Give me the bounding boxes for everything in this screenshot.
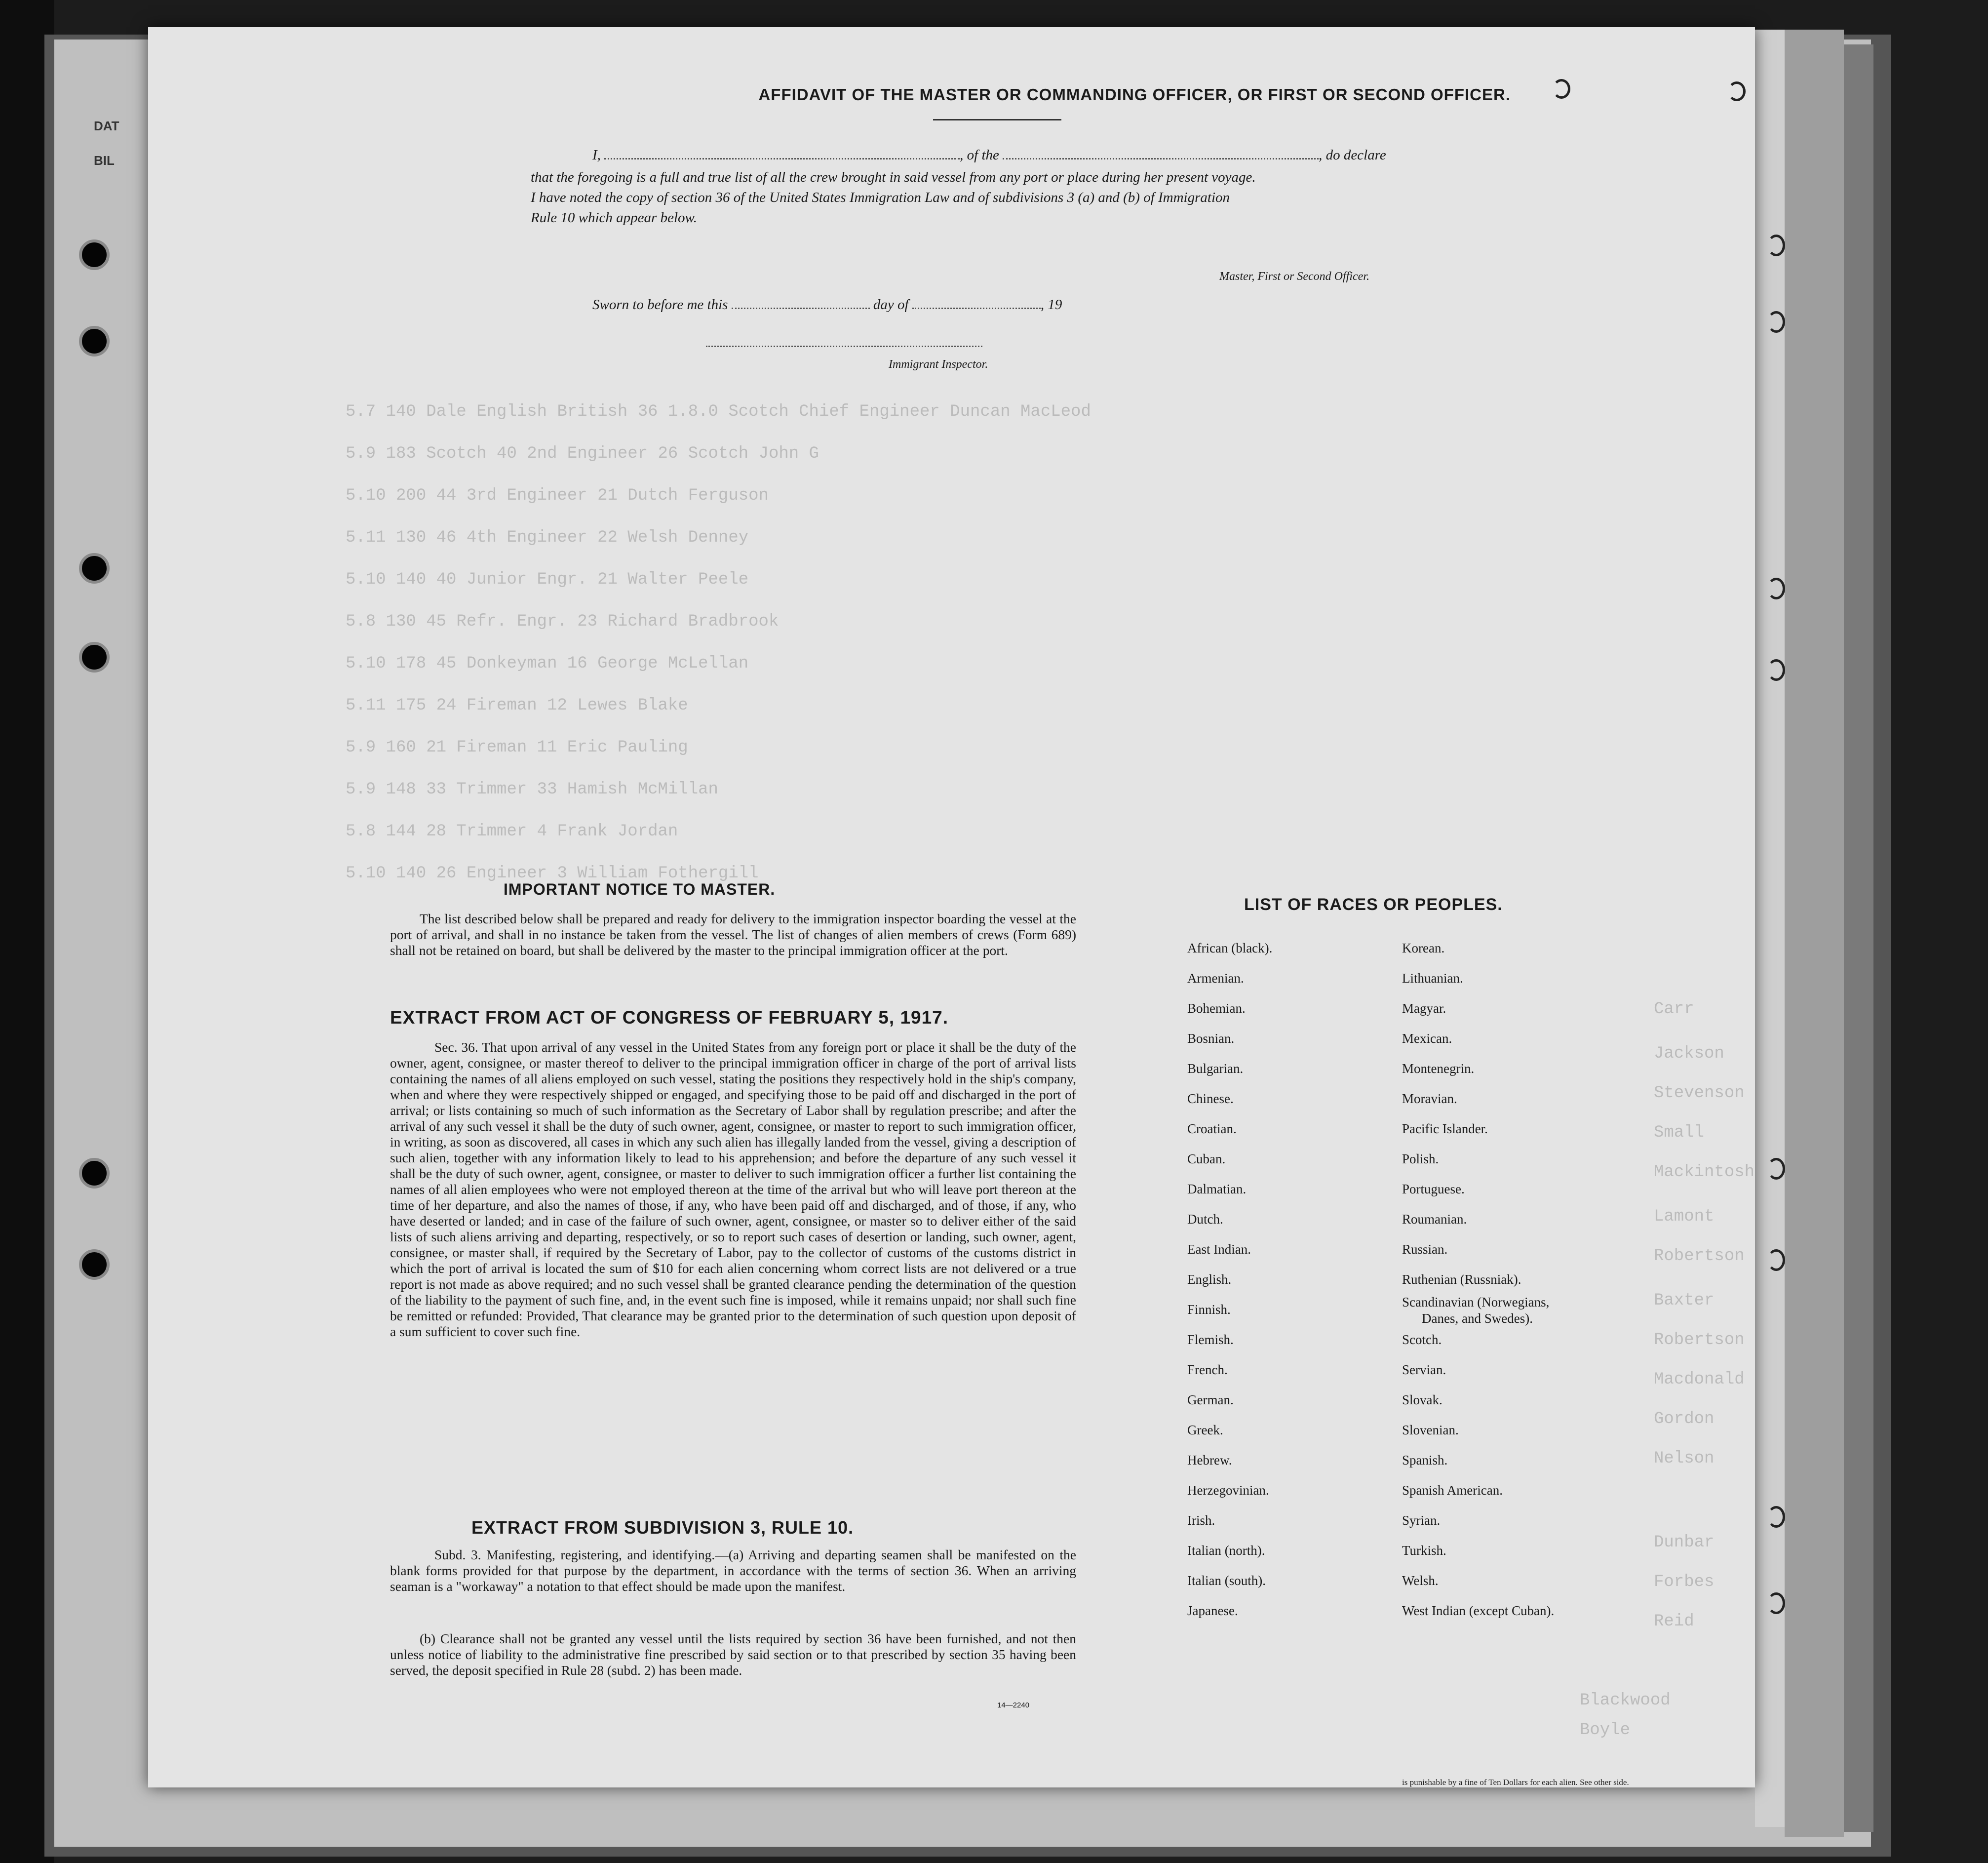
race-item: Croatian. xyxy=(1187,1121,1237,1136)
race-item: Moravian. xyxy=(1402,1091,1457,1106)
title-rule xyxy=(933,119,1061,120)
page-edge xyxy=(1755,30,1785,1827)
race-item: Turkish. xyxy=(1402,1543,1446,1558)
race-item: Magyar. xyxy=(1402,1001,1446,1016)
race-item: Polish. xyxy=(1402,1151,1439,1166)
race-item: Scotch. xyxy=(1402,1332,1442,1347)
race-item: Flemish. xyxy=(1187,1332,1234,1347)
page-edge xyxy=(1785,30,1844,1837)
race-item: Spanish. xyxy=(1402,1453,1448,1467)
race-item: Dalmatian. xyxy=(1187,1182,1247,1196)
affidavit-line: Rule 10 which appear below. xyxy=(531,210,697,226)
clip-mark-icon xyxy=(1728,81,1746,101)
rule-para-a: Subd. 3. Manifesting, registering, and identifying.—(a) Arriving and departing seamen shall be manifested on the blank forms provided for that purpose by the department, in accordance with the terms of section 36. When an arriving seaman is a "workaway" a notation to that effect should be made upon the manifest. xyxy=(390,1547,1076,1594)
race-item: Portuguese. xyxy=(1402,1182,1465,1196)
race-item: Irish. xyxy=(1187,1513,1215,1528)
race-item: Armenian. xyxy=(1187,971,1244,986)
sworn-month-blank[interactable] xyxy=(912,308,1041,309)
page-edge xyxy=(1844,44,1873,1832)
race-item: East Indian. xyxy=(1187,1242,1251,1257)
binder-hole xyxy=(79,326,110,357)
clip-mark-icon xyxy=(1553,79,1570,99)
affidavit-of-the-label: , of the xyxy=(960,147,999,163)
race-item: German. xyxy=(1187,1392,1234,1407)
race-item: Cuban. xyxy=(1187,1151,1226,1166)
race-item: Welsh. xyxy=(1402,1573,1439,1588)
affidavit-declaration-line xyxy=(592,146,1614,164)
race-item: Bosnian. xyxy=(1187,1031,1235,1046)
clip-mark-icon xyxy=(1767,1158,1785,1180)
vessel-blank[interactable] xyxy=(1003,158,1319,159)
inspector-signature-line[interactable] xyxy=(706,346,982,347)
race-item: Slovenian. xyxy=(1402,1423,1459,1437)
affidavit-line: I have noted the copy of section 36 of the United States Immigration Law and of subdivisions 3 (a) and (b) of Immigration xyxy=(531,190,1230,205)
binder-hole xyxy=(79,642,110,673)
form-number: 14—2240 xyxy=(997,1701,1030,1709)
clip-mark-icon xyxy=(1767,659,1785,681)
races-title: LIST OF RACES OR PEOPLES. xyxy=(1244,895,1503,914)
race-item: Mexican. xyxy=(1402,1031,1452,1046)
notice-title: IMPORTANT NOTICE TO MASTER. xyxy=(504,880,776,898)
clip-mark-icon xyxy=(1767,1249,1785,1271)
clip-mark-icon xyxy=(1767,311,1785,333)
year-label: , 19 xyxy=(1040,297,1062,313)
race-item: Dutch. xyxy=(1187,1212,1223,1227)
clip-mark-icon xyxy=(1767,578,1785,599)
race-item: African (black). xyxy=(1187,941,1273,955)
affidavit-i-label: I, xyxy=(592,147,601,163)
affidavit-line: that the foregoing is a full and true list of all the crew brought in said vessel from any port or place during her present voyage. xyxy=(531,169,1256,185)
binder-hole xyxy=(79,553,110,584)
affidavit-title: AFFIDAVIT OF THE MASTER OR COMMANDING OFFICER, OR FIRST OR SECOND OFFICER. xyxy=(758,85,1511,104)
margin-stamp xyxy=(94,109,119,178)
race-item: Greek. xyxy=(1187,1423,1223,1437)
clip-mark-icon xyxy=(1767,235,1785,256)
notice-text: The list described below shall be prepared and ready for delivery to the immigration inspector boarding the vessel at the port of arrival, and shall in no instance be taken from the vessel. The list of changes of alien members of crews (Form 689) shall not be retained on board, but shall be delivered by the master to the principal immigration officer at the port. xyxy=(390,911,1076,958)
affidavit-declare-label: , do declare xyxy=(1319,147,1386,163)
race-item: Scandinavian (Norwegians, xyxy=(1402,1295,1550,1309)
race-item: Russian. xyxy=(1402,1242,1448,1257)
race-item: Hebrew. xyxy=(1187,1453,1232,1467)
footer-note: is punishable by a fine of Ten Dollars for each alien. See other side. xyxy=(1402,1778,1629,1787)
race-item: Chinese. xyxy=(1187,1091,1234,1106)
name-blank[interactable] xyxy=(604,158,960,159)
race-item: French. xyxy=(1187,1362,1228,1377)
race-item: Bohemian. xyxy=(1187,1001,1246,1016)
margin-stamp-line: DAT xyxy=(94,119,119,133)
race-item: Japanese. xyxy=(1187,1603,1238,1618)
race-item: Slovak. xyxy=(1402,1392,1442,1407)
race-item: Pacific Islander. xyxy=(1402,1121,1488,1136)
race-item: Roumanian. xyxy=(1402,1212,1467,1227)
race-item: Bulgarian. xyxy=(1187,1061,1244,1076)
act-extract-text: Sec. 36. That upon arrival of any vessel in the United States from any foreign port or place it shall be the duty of the owner, agent, consignee, or master thereof to deliver to the principal immigration officer in charge of the port of arrival lists containing the names of all aliens employed on such vessel, stating the positions they respectively hold in the ship's company, when and where they were respectively shipped or engaged, and specifying those to be paid off and discharged in the port of arrival; or lists containing so much of such information as the Secretary of Labor shall by regulation prescribe; and after the arrival of any such vessel it shall be the duty of such owner, agent, consignee, or master to report to such immigration officer, in writing, as soon as discovered, all cases in which any such alien has illegally landed from the vessel, giving a description of such alien, together with any information likely to lead to his apprehension; and before the departure of any such vessel it shall be the duty of such owner, agent, consignee, or master to deliver to such immigration officer a further list containing the names of all alien employees who were not employed thereon at the time of the arrival but who will leave port thereon at the time of her departure, and also the names of those, if any, who have been paid off and discharged, and of those, if any, who have deserted or landed; and in case of the failure of such owner, agent, consignee, or master so to deliver either of the said lists of such aliens arriving and departing, respectively, or so to report such cases of desertion or landing, such owner, agent, consignee, or master shall, if required by the Secretary of Labor, pay to the collector of customs of the customs district in which the port of arrival is located the sum of $10 for each alien concerning whom correct lists are not delivered or a true report is not made as above required; and no such vessel shall be granted clearance pending the determination of the question of the liability to the payment of such fine, and, in the event such fine is imposed, while it remains unpaid; nor shall such fine be remitted or refunded: Provided, That clearance may be granted prior to the determination of such question upon deposit of a sum sufficient to cover such fine. xyxy=(390,1039,1076,1339)
sworn-label: Sworn to before me this xyxy=(592,297,728,313)
manifest-page: 5.7 140 Dale English British 36 1.8.0 Scotch Chief Engineer Duncan MacLeod 5.9 183 Scotch 40 2nd Engineer 26 Scotch John G 5.10 200 44 3rd Engineer 21 Dutch Ferguson 5.11 130 46 4th Engineer 22 Welsh Denney 5.10 140 40 Junior Engr. 21 Walter Peele 5.8 130 45 Refr. Engr. 23 Richard Bradbrook 5.10 178 45 Donkeyman 16 George McLellan 5.11 175 24 Fireman 12 Lewes Blake 5.9 160 21 Fireman 11 Eric Pauling 5.9 148 33 Trimmer 33 Hamish McMillan 5.8 144 28 Trimmer 4 Frank Jordan 5.10 140 26 Engineer 3 William Fothergill Carr Jackson Stevenson Small Mackintosh Lamont Robertson Baxter Robertson Macdonald Gordon Nelson Dunbar Forbes Reid Blackwood Boyle AFFIDAVIT OF THE MASTER OR COMMANDING OFFICER, OR FIRST OR SECOND OFFICER. I, , of the , do declare that the foregoing is a full and true list of all the crew brought in said vessel from any port or place during her present voyage. I have noted the copy of section 36 of the United States Immigration Law and of subdivisions 3 (a) and (b) of Immigration Rule 10 which appear below. Master, First or Second Officer. Sworn to before me this day of , 19 Immigrant Inspector. IMPORTANT NOTICE TO MASTER. The list described below shall be prepared and ready for delivery to the immigration inspector boarding the vessel at the port of arrival, and shall in no instance be taken from the vessel. The list of changes of alien members of crews (Form 689) shall not be retained on board, but shall be delivered by the master to the principal immigration officer at the port. EXTRACT FROM ACT OF CONGRESS OF FEBRUARY 5, 1917. Sec. 36. That upon arrival of any vessel in the United States from any foreign port or place it shall be the duty of the owner, agent, consignee, or master thereof to deliver to the principal immigration officer in charge of the port of arrival lists containing the names of all aliens employed on such vessel, stating the positions they respectively hold in the ship's company, when and where they were respectively shipped or engaged, and specifying those to be paid off and discharged in the port of arrival; or lists containing so much of such information as the Secretary of Labor shall by regulation prescribe; and after the arrival of any such vessel it shall be the duty of such owner, agent, consignee, or master to report to such immigration officer, in writing, as soon as discovered, all cases in which any such alien has illegally landed from the vessel, giving a description of such alien, together with any information likely to lead to his apprehension; and before the departure of any such vessel it shall be the duty of such owner, agent, consignee, or master to deliver to such immigration officer a further list containing the names of all alien employees who were not employed thereon at the time of the arrival but who will leave port thereon at the time of her departure, and also the names of those, if any, who have been paid off and discharged, and of those, if any, who have deserted or landed; and in case of the failure of such owner, agent, consignee, or master so to deliver either of the said lists of such aliens arriving and departing, respectively, or so to report such cases of desertion or landing, such owner, agent, consignee, or master shall, if required by the Secretary of Labor, pay to the collector of customs of the customs district in which the port of arrival is located the sum of $10 for each alien concerning whom correct lists are not delivered or a true report is not made as above required; and no such vessel shall be granted clearance pending the determination of the question of the liability to the payment of such fine, and, in the event such fine is imposed, while it remains unpaid; nor shall such fine be remitted or refunded: Provided, That clearance may be granted prior to the determination of such question upon deposit of a sum sufficient to cover such fine. EXTRACT FROM SUBDIVISION 3, RULE 10. Subd. 3. Manifesting, registering, and identifying.—(a) Arriving and departing seamen shall be manifested on the blank forms provided for that purpose by the department, in accordance with the terms of section 36. When an arriving seaman is a "workaway" a notation to that effect should be made upon the manifest. (b) Clearance shall not be granted any vessel until the lists required by section 36 have been furnished, and not then unless notice of liability to the administrative fine prescribed by said section or to that prescribed by section 35 having been served, the deposit specified in Rule 28 (subd. 2) has been made. 14—2240 LIST OF RACES OR PEOPLES. African (black). Armenian. Bohemian. Bosnian. Bulgarian. Chinese. Croatian. Cuban. Dalmatian. Dutch. East Indian. English. Finnish. Flemish. French. German. Greek. Hebrew. Herzegovinian. Irish. Italian (north). Italian (south). Japanese. Korean. Lithuanian. Magyar. Mexican. Montenegrin. Moravian. Pacific Islander. Polish. Portuguese. Roumanian. Russian. Ruthenian (Russniak). Scandinavian (Norwegians, Danes, and Swedes). Scotch. Servian. Slovak. Slovenian. Spanish. Spanish American. Syrian. Turkish. Welsh. West Indian (except Cuban). xyxy=(148,27,1755,1787)
act-extract-title: EXTRACT FROM ACT OF CONGRESS OF FEBRUARY 5, 1917. xyxy=(390,1007,949,1028)
clip-mark-icon xyxy=(1767,1506,1785,1528)
race-item: Herzegovinian. xyxy=(1187,1483,1269,1498)
rule-para-b: (b) Clearance shall not be granted any vessel until the lists required by section 36 have been furnished, and not then unless notice of liability to the administrative fine prescribed by said section or to that prescribed by section 35 having been served, the deposit specified in Rule 28 (subd. 2) has been made. xyxy=(390,1631,1076,1678)
race-item: Finnish. xyxy=(1187,1302,1231,1317)
day-of-label: day of xyxy=(873,297,909,313)
rule-extract-title: EXTRACT FROM SUBDIVISION 3, RULE 10. xyxy=(471,1517,854,1538)
binder-hole xyxy=(79,1158,110,1189)
race-item: West Indian (except Cuban). xyxy=(1402,1603,1555,1618)
binder-hole xyxy=(79,1249,110,1280)
race-item: English. xyxy=(1187,1272,1232,1287)
race-item: Danes, and Swedes). xyxy=(1422,1311,1533,1326)
sworn-line xyxy=(592,295,1284,314)
race-item: Italian (north). xyxy=(1187,1543,1265,1558)
sworn-day-blank[interactable] xyxy=(732,308,870,309)
race-item: Lithuanian. xyxy=(1402,971,1463,986)
race-item: Ruthenian (Russniak). xyxy=(1402,1272,1521,1287)
master-signature-label: Master, First or Second Officer. xyxy=(1219,270,1369,283)
race-item: Montenegrin. xyxy=(1402,1061,1475,1076)
binder-hole xyxy=(79,239,110,270)
race-item: Spanish American. xyxy=(1402,1483,1503,1498)
inspector-label: Immigrant Inspector. xyxy=(889,358,988,371)
race-item: Syrian. xyxy=(1402,1513,1441,1528)
race-item: Korean. xyxy=(1402,941,1445,955)
race-item: Servian. xyxy=(1402,1362,1446,1377)
clip-mark-icon xyxy=(1767,1592,1785,1614)
margin-stamp-line: BIL xyxy=(94,153,115,168)
race-item: Italian (south). xyxy=(1187,1573,1266,1588)
